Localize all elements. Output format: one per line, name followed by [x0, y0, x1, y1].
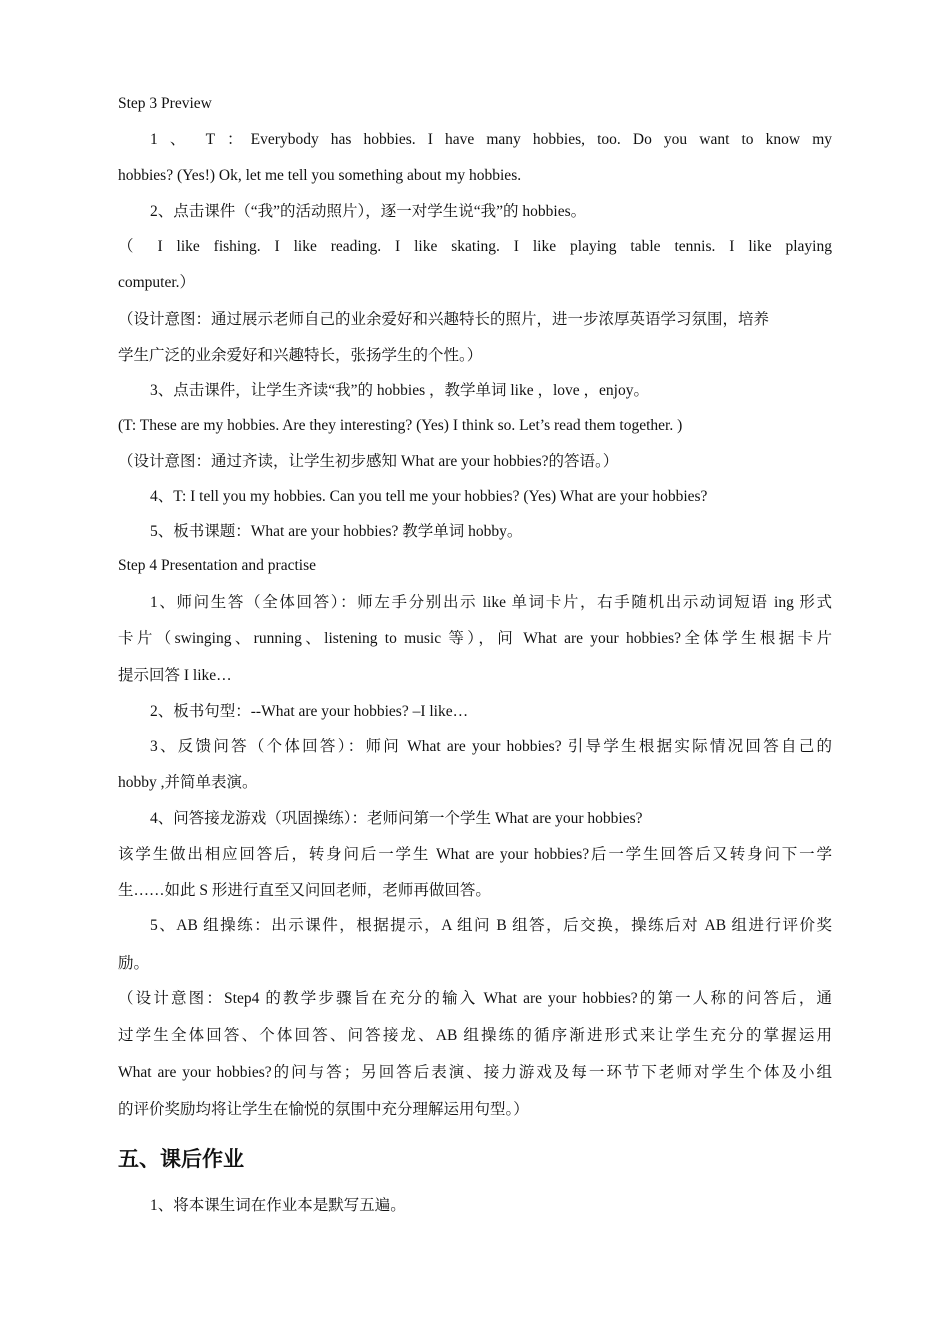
paragraph-line: 2、点击课件（“我”的活动照片），逐一对学生说“我”的 hobbies。: [150, 203, 587, 220]
design-note-line: （设计意图：通过展示老师自己的业余爱好和兴趣特长的照片，进一步浓厚英语学习氛围，培养: [118, 311, 770, 328]
paragraph-line: 2、板书句型：--What are your hobbies? –I like…: [150, 703, 469, 720]
design-note-line: 学生广泛的业余爱好和兴趣特长，张扬学生的个性。）: [118, 347, 483, 364]
paragraph-line: computer.）: [118, 274, 196, 291]
homework-item: 1、将本课生词在作业本是默写五遍。: [150, 1197, 406, 1214]
paragraph-line: 励。: [118, 955, 150, 972]
paragraph-line: 该学生做出相应回答后，转身问后一学生 What are your hobbies?后一学生回答后又转身问下一学: [118, 846, 832, 863]
design-note-line: 过学生全体回答、个体回答、问答接龙、AB 组操练的循序渐进形式来让学生充分的掌握运用: [118, 1027, 832, 1044]
paragraph-line: 1 、 T ：Everybody has hobbies. I have many hobbies, too. Do you want to know my: [150, 131, 832, 148]
paragraph-line: 卡片（swinging、running、listening to music 等），问 What are your hobbies?全体学生根据卡片: [118, 630, 832, 647]
paragraph-line: hobbies? (Yes!) Ok, let me tell you something about my hobbies.: [118, 167, 522, 184]
paragraph-line: 生……如此 S 形进行直至又问回老师，老师再做回答。: [118, 882, 491, 899]
design-note-line: （设计意图：Step4 的教学步骤旨在充分的输入 What are your hobbies?的第一人称的问答后，通: [118, 990, 832, 1007]
paragraph-line: 1、师问生答（全体回答）：师左手分别出示 like 单词卡片，右手随机出示动词短语 ing 形式: [150, 594, 832, 611]
design-note-line: （设计意图：通过齐读，让学生初步感知 What are your hobbies?的答语。）: [118, 453, 619, 470]
step3-heading: Step 3 Preview: [118, 95, 212, 112]
paragraph-line: 4、T: I tell you my hobbies. Can you tell me your hobbies? (Yes) What are your hobbies?: [150, 488, 708, 505]
paragraph-line: 5、AB 组操练：出示课件，根据提示，A 组问 B 组答，后交换，操练后对 AB 组进行评价奖: [150, 917, 832, 934]
design-note-line: What are your hobbies?的问与答；另回答后表演、接力游戏及每一环节下老师对学生个体及小组: [118, 1064, 832, 1081]
paragraph-line: (T: These are my hobbies. Are they interesting? (Yes) I think so. Let’s read them together. ): [118, 417, 683, 434]
paragraph-line: （ I like fishing. I like reading. I like skating. I like playing table tennis. I like playing: [118, 238, 832, 255]
paragraph-line: 5、板书课题：What are your hobbies? 教学单词 hobby。: [150, 523, 523, 540]
paragraph-line: 3、点击课件，让学生齐读“我”的 hobbies ，教学单词 like ，love ，enjoy。: [150, 382, 649, 399]
paragraph-line: 3、反馈问答（个体回答）：师问 What are your hobbies? 引导学生根据实际情况回答自己的: [150, 738, 832, 755]
paragraph-line: 提示回答 I like…: [118, 667, 232, 684]
design-note-line: 的评价奖励均将让学生在愉悦的氛围中充分理解运用句型。）: [118, 1101, 529, 1118]
paragraph-line: hobby ,并简单表演。: [118, 774, 258, 791]
paragraph-line: 4、问答接龙游戏（巩固操练）：老师问第一个学生 What are your hobbies?: [150, 810, 643, 827]
section-heading-homework: 五、课后作业: [118, 1147, 244, 1171]
step4-heading: Step 4 Presentation and practise: [118, 557, 317, 574]
